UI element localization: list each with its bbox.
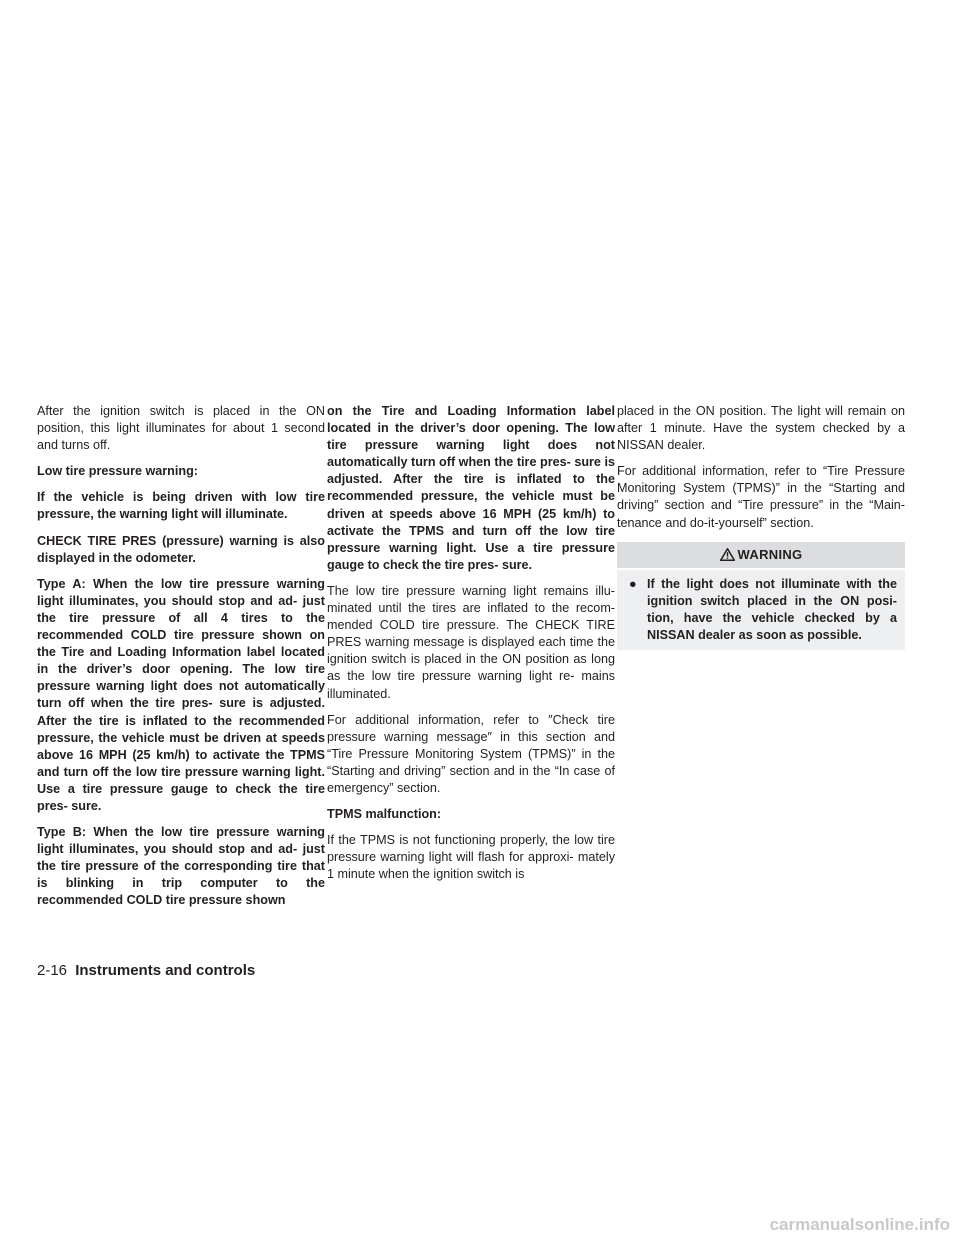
malfunction-continued-paragraph: placed in the ON position. The light will remain on after 1 minute. Have the system checked by a NISSAN dealer. (617, 404, 905, 453)
column-1 (37, 403, 325, 919)
type-a-paragraph: Type A: When the low tire pressure warning light illuminates, you should stop and ad- just the tire pressure of all 4 tires to the recommended COLD tire pressure shown on the Tire and Loading Information label located in the driver’s door opening. The low tire pressure warning light does not automatically turn off when the tire pres- sure is adjusted. After the tire is inflated to the recommended pressure, the vehicle must be driven at speeds above 16 MPH (25 km/h) to activate the TPMS and turn off the low tire pressure warning light. Use a tire pressure gauge to check the tire pres- sure. (37, 576, 325, 813)
tpms-malfunction-paragraph: If the TPMS is not functioning properly, the low tire pressure warning light will flash for approxi- mately 1 minute when the ignition switch is (327, 833, 615, 882)
tpms-malfunction-heading: TPMS malfunction: (327, 807, 442, 822)
additional-info-paragraph-2: For additional information, refer to “Tire Pressure Monitoring System (TPMS)” in the “Starting and driving” section and “Tire pressure” in the “Main- tenance and do-it-yourself” section. (617, 464, 905, 530)
warning-box (617, 570, 905, 650)
intro-paragraph: After the ignition switch is placed in the ON position, this light illuminates for about 1 second and turns off. (37, 404, 325, 453)
additional-info-paragraph: For additional information, refer to ″Check tire pressure warning message″ in this section and “Tire Pressure Monitoring System (TPMS)” in the “Starting and driving” section and in the “In case of emergency” section. (327, 712, 615, 795)
bullet-icon: ● (629, 576, 637, 591)
warning-text: If the light does not illuminate with the ignition switch placed in the ON posi- tion, have the vehicle checked by a NISSAN dealer as soon as possible. (647, 576, 897, 642)
odometer-warning-paragraph: CHECK TIRE PRES (pressure) warning is also displayed in the odometer. (37, 533, 325, 565)
low-pressure-paragraph: If the vehicle is being driven with low tire pressure, the warning light will illuminate. (37, 490, 325, 522)
type-b-paragraph: Type B: When the low tire pressure warning light illuminates, you should stop and ad- just the tire pressure of the corresponding tire that is blinking in trip computer to the recommended COLD tire pressure shown (37, 825, 325, 908)
warning-title: WARNING (737, 547, 803, 563)
light-remains-paragraph: The low tire pressure warning light remains illu- minated until the tires are inflated to the recom- mended COLD tire pressure. The CHECK TIRE PRES warning message is displayed each time the ignition switch is placed in the ON position as long as the low tire pressure warning light re- mains illuminated. (327, 583, 615, 701)
page-footer (37, 962, 255, 979)
section-title: Instruments and controls (75, 962, 256, 979)
warning-header (617, 542, 905, 568)
low-pressure-heading: Low tire pressure warning: (37, 464, 198, 479)
column-3 (617, 403, 905, 650)
page-number: 2-16 (37, 962, 68, 979)
type-b-continued-paragraph: on the Tire and Loading Information label located in the driver’s door opening. The low tire pressure warning light does not automatically turn off when the tire pres- sure is adjusted. After the tire is inflated to the recommended pressure, the vehicle must be driven at speeds above 16 MPH (25 km/h) to activate the TPMS and turn off the low tire pressure warning light. Use a tire pressure gauge to check the tire pres- sure. (327, 404, 615, 572)
watermark: carmanualsonline.info (769, 1215, 950, 1234)
warning-triangle-icon (720, 548, 735, 561)
column-2 (327, 403, 615, 892)
